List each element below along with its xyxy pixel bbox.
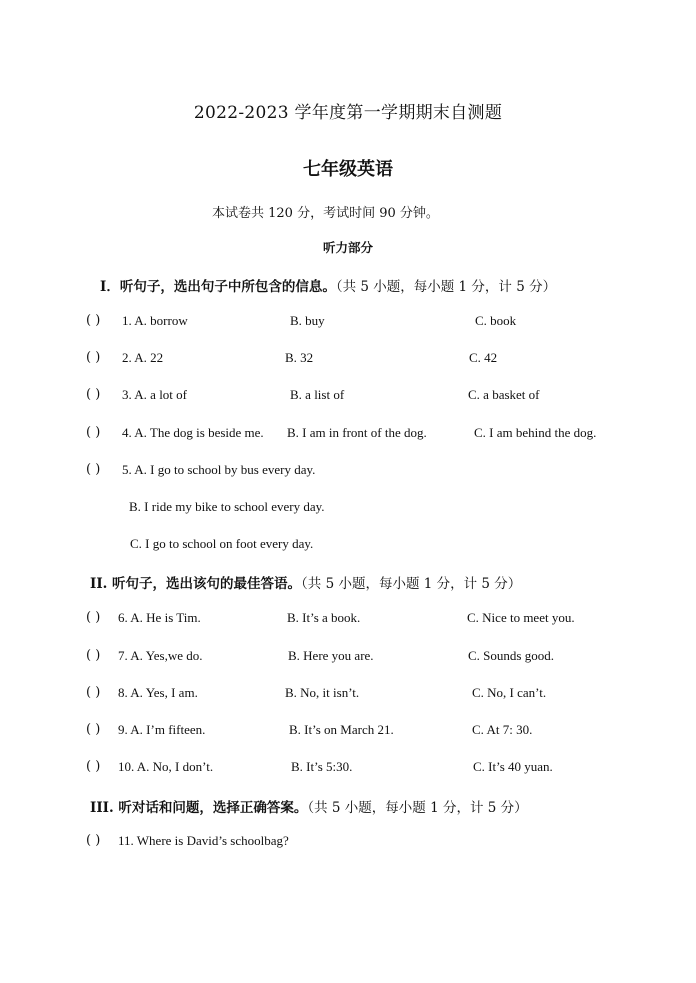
question-stem: 6. A. He is Tim. — [118, 610, 201, 625]
part-label-listening: 听力部分 — [322, 240, 373, 255]
option-c: C. book — [475, 313, 517, 328]
section-note: （共 5 小题，每小题 1 分，计 5 分） — [335, 279, 557, 295]
option-b: B. It’s 5:30. — [291, 759, 353, 774]
option-c: C. a basket of — [468, 387, 540, 402]
answer-blank[interactable]: ( ) — [86, 833, 101, 848]
section-note: （共 5 小题，每小题 1 分，计 5 分） — [301, 576, 522, 592]
option-b: B. It’s a book. — [287, 610, 361, 625]
question-stem: 10. A. No, I don’t. — [118, 759, 214, 774]
option-c: C. Sounds good. — [468, 648, 554, 663]
answer-blank[interactable]: ( ) — [86, 685, 101, 700]
option-c: C. At 7: 30. — [472, 722, 533, 737]
option-b: B. a list of — [290, 387, 345, 402]
option-b: B. No, it isn’t. — [285, 685, 360, 700]
question-stem: 11. Where is David’s schoolbag? — [118, 833, 289, 848]
answer-blank[interactable]: ( ) — [86, 313, 101, 328]
section-title: II. 听句子，选出该句的最佳答语。 — [90, 576, 302, 592]
answer-blank[interactable]: ( ) — [86, 610, 101, 625]
answer-blank[interactable]: ( ) — [86, 425, 101, 440]
exam-title: 2022-2023 学年度第一学期期末自测题 — [193, 103, 503, 123]
question-stem: 3. A. a lot of — [122, 387, 187, 402]
section-heading-2 — [90, 572, 521, 592]
option-c: C. 42 — [469, 350, 498, 365]
question-stem: 8. A. Yes, I am. — [118, 685, 198, 700]
question-stem: 1. A. borrow — [122, 313, 188, 328]
answer-blank[interactable]: ( ) — [86, 722, 101, 737]
answer-blank[interactable]: ( ) — [86, 759, 101, 774]
section-heading-1 — [100, 275, 556, 295]
answer-blank[interactable]: ( ) — [86, 387, 101, 402]
question-stem: 7. A. Yes,we do. — [118, 648, 203, 663]
question-stem: 9. A. I’m fifteen. — [118, 722, 206, 737]
question-stem: 2. A. 22 — [122, 350, 164, 365]
answer-blank[interactable]: ( ) — [86, 648, 101, 663]
option-c: C. It’s 40 yuan. — [473, 759, 553, 774]
option-b: B. buy — [290, 313, 325, 328]
answer-blank[interactable]: ( ) — [86, 350, 101, 365]
option-c: C. I go to school on foot every day. — [130, 536, 314, 551]
answer-blank[interactable]: ( ) — [86, 462, 101, 477]
option-b: B. I ride my bike to school every day. — [129, 499, 325, 514]
option-c: C. No, I can’t. — [472, 685, 547, 700]
section-title: I．听句子，选出句子中所包含的信息。 — [100, 279, 336, 295]
section-heading-3 — [90, 796, 528, 816]
option-b: B. Here you are. — [288, 648, 374, 663]
question-stem: 5. A. I go to school by bus every day. — [122, 462, 316, 477]
option-c: C. I am behind the dog. — [474, 425, 597, 440]
option-c: C. Nice to meet you. — [467, 610, 575, 625]
section-note: （共 5 小题，每小题 1 分，计 5 分） — [307, 800, 528, 816]
section-title: III. 听对话和问题，选择正确答案。 — [90, 800, 308, 816]
option-b: B. It’s on March 21. — [289, 722, 394, 737]
option-b: B. I am in front of the dog. — [287, 425, 427, 440]
exam-subtitle: 七年级英语 — [303, 159, 393, 180]
option-b: B. 32 — [285, 350, 314, 365]
question-stem: 4. A. The dog is beside me. — [122, 425, 264, 440]
exam-info: 本试卷共 120 分，考试时间 90 分钟。 — [212, 206, 439, 221]
